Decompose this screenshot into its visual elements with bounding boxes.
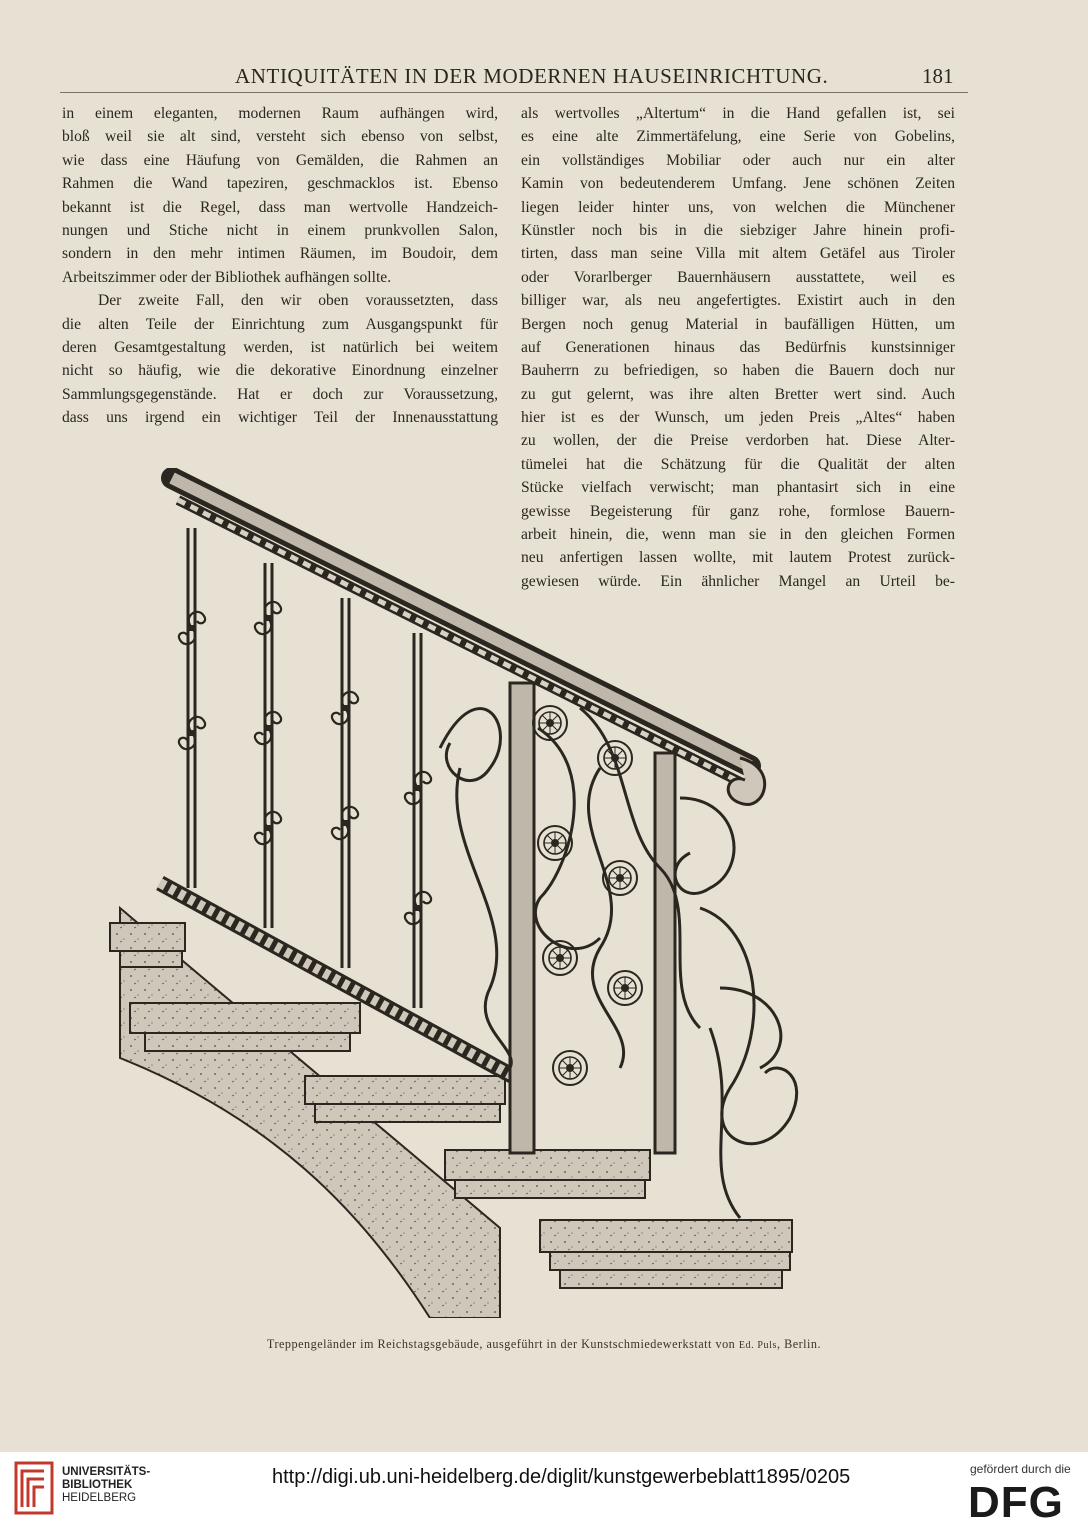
text-line: nicht so häufig, wie die dekorative Einordnung einzelner (62, 362, 498, 380)
text-line: tümelei hat die Schätzung für die Qualität der alten (521, 455, 955, 473)
text-line: Stücke vielfach verwischt; man phantasirt sich in eine (521, 479, 955, 497)
library-line-2: BIBLIOTHEK (62, 1479, 133, 1491)
permalink-url[interactable]: http://digi.ub.uni-heidelberg.de/diglit/kunstgewerbeblatt1895/0205 (272, 1466, 851, 1488)
text-line: oder Vorarlberger Bauernhäusern ausstattete, weil es (521, 268, 955, 286)
text-line: Rahmen die Wand tapeziren, geschmacklos ist. Ebenso (62, 175, 498, 193)
text-line: zu gut gelernt, was ihre alten Bretter wert sind. Auch (521, 385, 955, 403)
library-line-1: UNIVERSITÄTS- (62, 1466, 151, 1478)
text-line: arbeit hinein, die, wenn man sie in den gleichen Formen (521, 526, 955, 544)
text-line: bekannt ist die Regel, dass man wertvolle Handzeich- (62, 198, 498, 216)
text-line: als wertvolles „Altertum“ in die Hand gefallen ist, sei (521, 105, 955, 122)
staircase-railing-illustration (100, 468, 820, 1318)
text-line: Kamin von bedeutenderem Umfang. Jene schönen Zeiten (521, 175, 955, 193)
text-line: zu wollen, der die Preise verdorben hat. Diese Alter- (521, 432, 955, 450)
figure-caption (0, 1337, 1088, 1352)
text-line: es eine alte Zimmertäfelung, eine Serie von Gobelins, (521, 128, 955, 146)
text-line: gewisse Begeisterung für ganz rohe, formlose Bauern- (521, 502, 955, 520)
text-line: Arbeitszimmer oder der Bibliothek aufhängen sollte. (62, 268, 392, 286)
text-line: sondern in den mehr intimen Räumen, im Boudoir, dem (62, 245, 498, 263)
text-line: nungen und Stiche nicht in einem prunkvollen Salon, (62, 221, 498, 239)
text-line: hier ist es der Wunsch, um jeden Preis „Altes“ haben (521, 409, 955, 427)
text-line: deren Gesamtgestaltung werden, ist natürlich bei weitem (62, 338, 498, 356)
caption-place: , Berlin. (776, 1337, 822, 1351)
text-line: in einem eleganten, modernen Raum aufhängen wird, (62, 105, 498, 122)
text-line: wie dass eine Häufung von Gemälden, die Rahmen an (62, 151, 498, 169)
caption-maker: Ed. Puls (738, 1340, 777, 1351)
page-number: 181 (922, 64, 954, 88)
rosettes (533, 706, 642, 1085)
dfg-logo: DFG (968, 1478, 1064, 1527)
left-text-column (62, 102, 498, 429)
text-line: bloß weil sie alt sind, versteht sich ebenso von selbst, (62, 128, 498, 146)
text-line: liegen leider hinter uns, von welchen die Münchener (521, 198, 955, 216)
library-line-3: HEIDELBERG (62, 1492, 137, 1504)
text-line: auf Generationen hinaus das Bedürfnis kunstsinniger (521, 338, 955, 356)
text-line: ein vollständiges Mobiliar oder auch nur ein alter (521, 151, 955, 169)
text-line: gewiesen würde. Ein ähnlicher Mangel an Urteil be- (521, 572, 955, 590)
text-line: Bauherrn zu befriedigen, so haben die Bauern doch nur (521, 362, 955, 380)
baluster-scrolls (179, 602, 431, 924)
text-line: die alten Teile der Einrichtung zum Ausgangspunkt für (62, 315, 498, 333)
text-line: neu anfertigen lassen wollte, mit lautem Protest zurück- (521, 549, 955, 567)
digitization-footer (0, 1452, 1088, 1529)
text-line: Der zweite Fall, den wir oben voraussetzten, dass (98, 292, 498, 310)
running-title: ANTIQUITÄTEN IN DER MODERNEN HAUSEINRICHTUNG. (235, 64, 829, 88)
text-line: Künstler noch bis in die siebziger Jahre hinein profi- (521, 221, 955, 239)
library-name (62, 1466, 150, 1505)
caption-text: Treppengeländer im Reichstagsgebäude, ausgeführt in der Kunstschmiedewerkstatt von (266, 1337, 736, 1351)
university-library-logo-icon (14, 1461, 54, 1515)
text-line: billiger war, als neu angefertigtes. Existirt auch in den (521, 292, 955, 310)
page-header (60, 62, 968, 93)
text-line: Sammlungsgegenstände. Hat er doch zur Voraussetzung, (62, 385, 498, 403)
text-line: tirten, dass man seine Villa mit altem Getäfel aus Tiroler (521, 245, 955, 263)
funding-note: gefördert durch die (970, 1462, 1071, 1476)
text-line: Bergen noch genug Material in baufälligen Hütten, um (521, 315, 955, 333)
text-line: dass uns irgend ein wichtiger Teil der Innenausstattung (62, 409, 498, 427)
